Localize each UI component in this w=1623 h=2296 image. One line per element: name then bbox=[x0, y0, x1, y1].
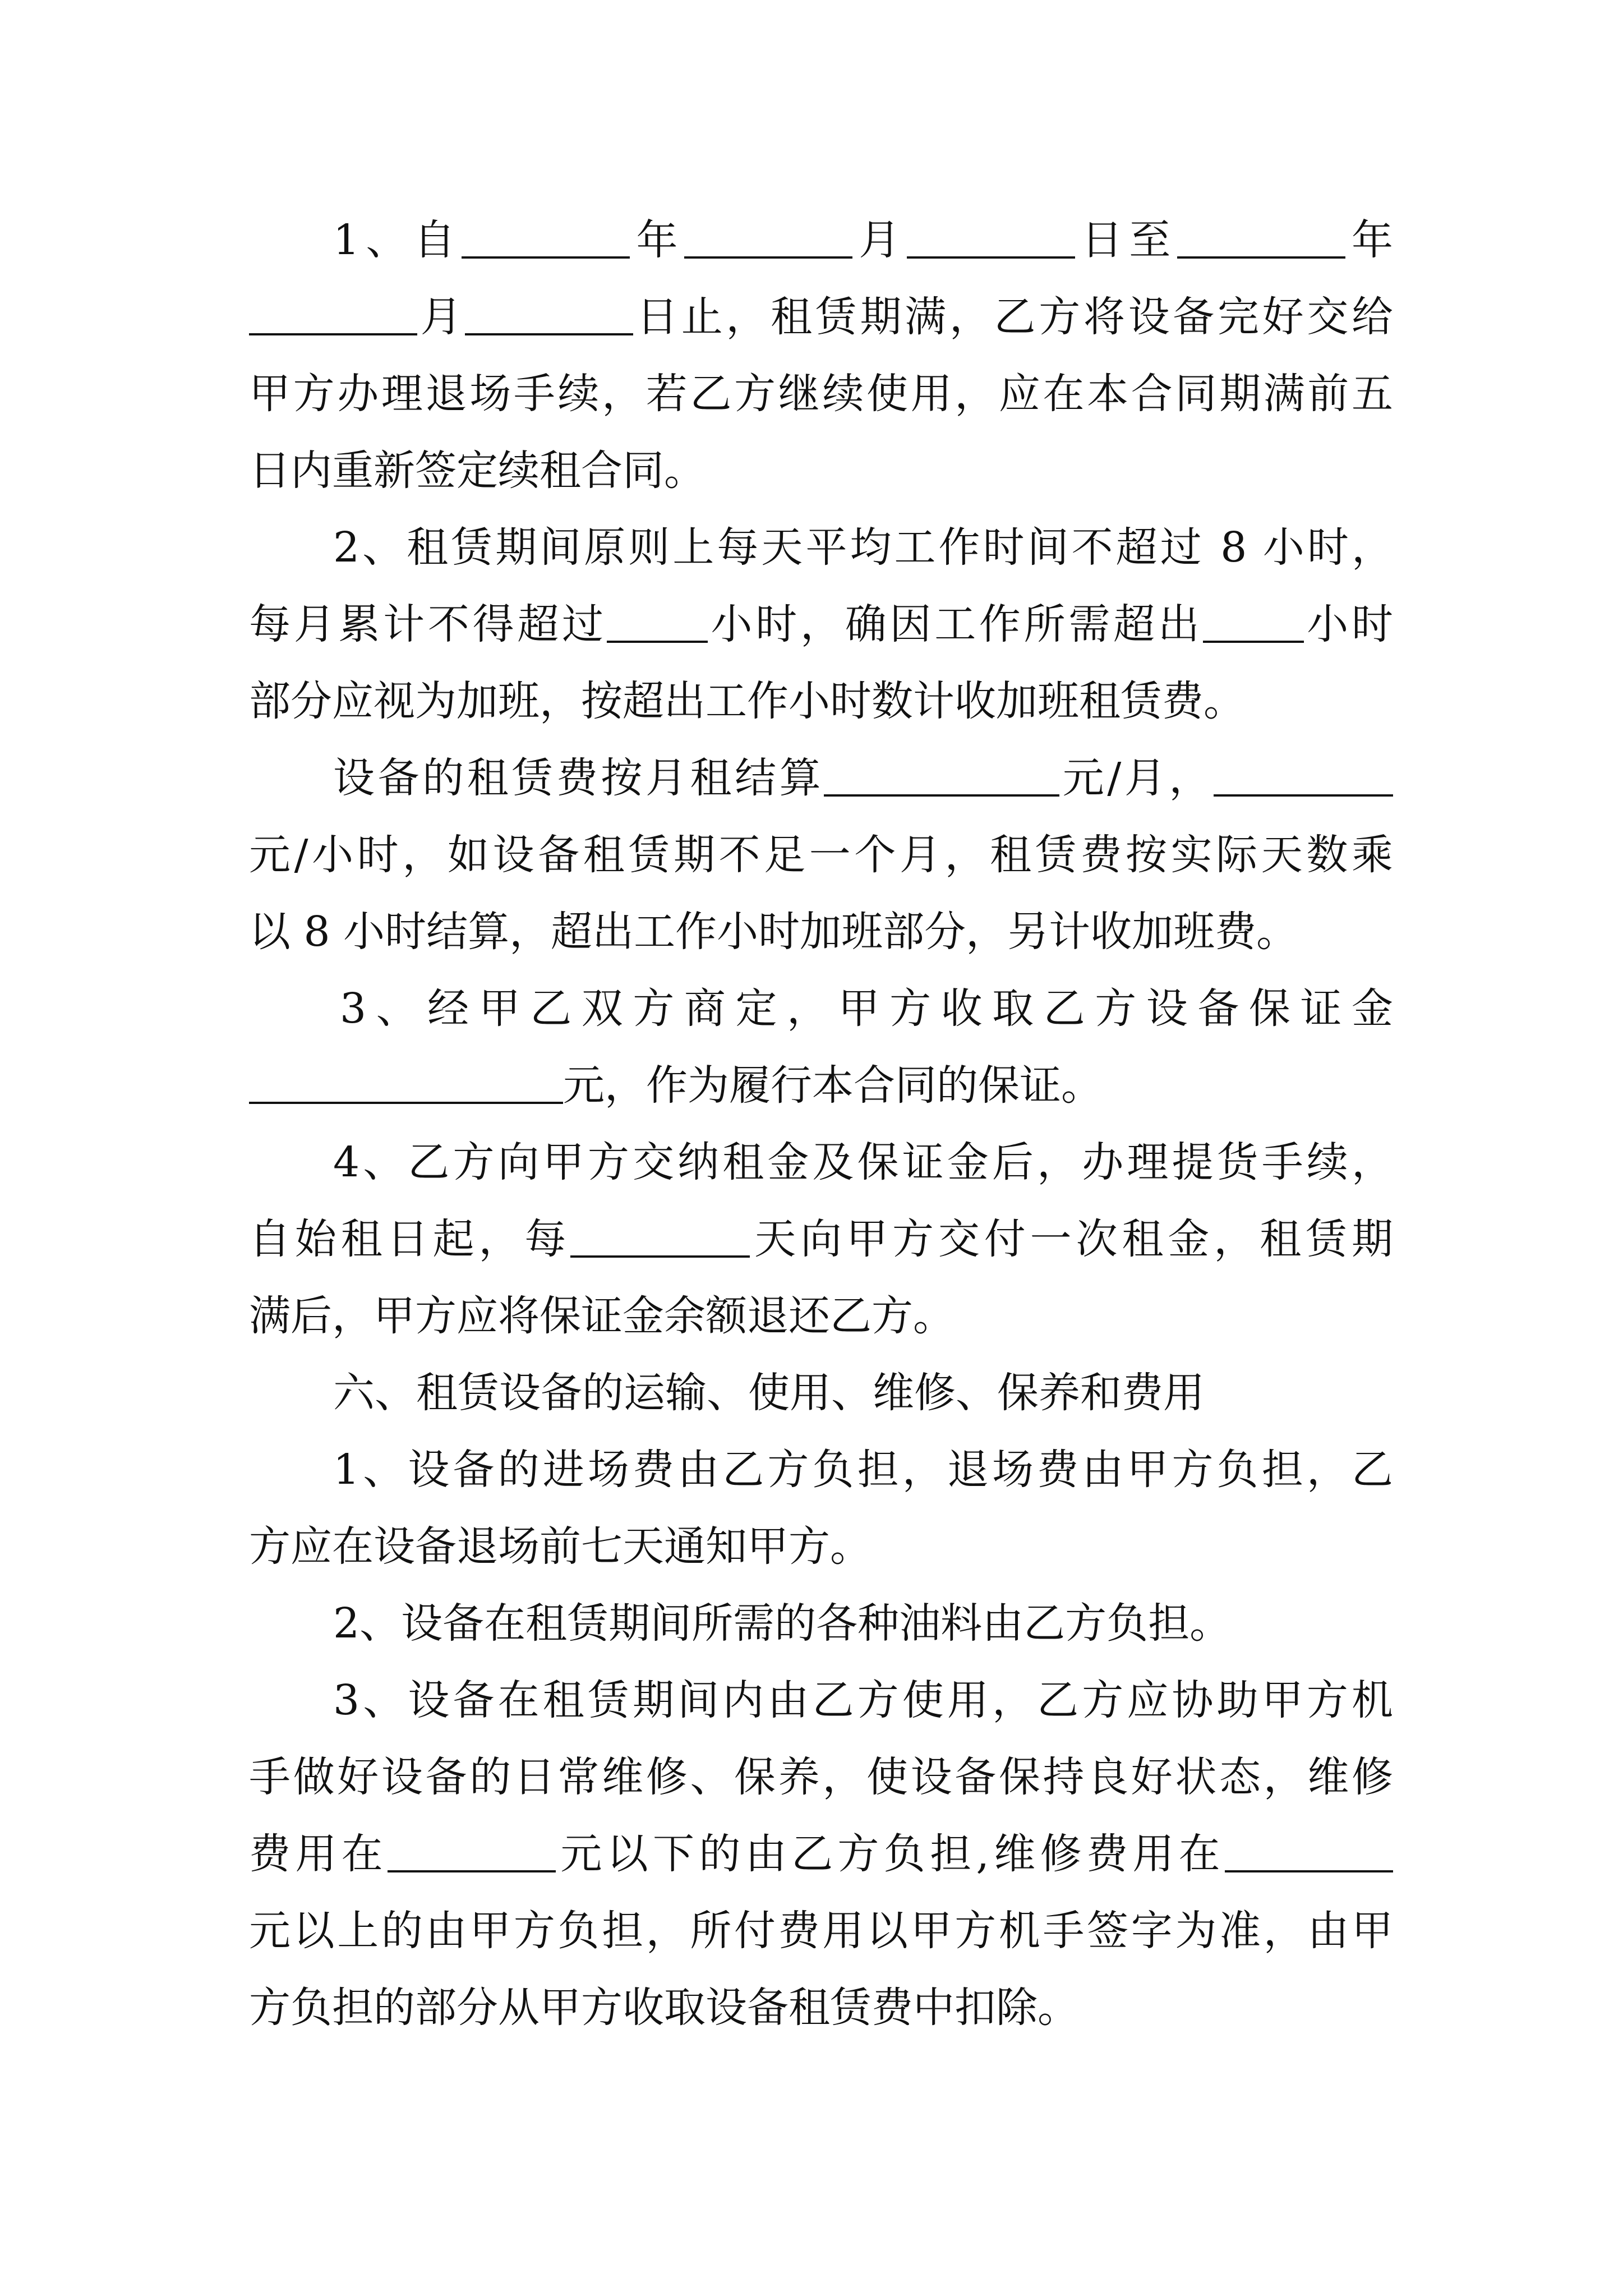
text: 日止，租赁期满，乙方将设备完好交给 bbox=[633, 293, 1394, 341]
paragraph-9-line-5: 方负担的部分从甲方收取设备租赁费中扣除。 bbox=[249, 1984, 1079, 2032]
paragraph-4-line-2 bbox=[249, 1047, 1393, 1124]
paragraph-9-line-3 bbox=[249, 1816, 1393, 1893]
text: 小时，确因工作所需超出 bbox=[707, 600, 1203, 648]
paragraph-9-line-4: 元以上的由甲方负担，所付费用以甲方机手签字为准，由甲 bbox=[249, 1907, 1393, 1955]
blank-field[interactable] bbox=[249, 1067, 563, 1104]
section-heading: 六、租赁设备的运输、使用、维修、保养和费用 bbox=[333, 1369, 1205, 1417]
paragraph-3-line-2: 元/小时，如设备租赁期不足一个月，租赁费按实际天数乘 bbox=[249, 831, 1393, 879]
paragraph-7-line-1: 1、设备的进场费由乙方负担，退场费由甲方负担，乙 bbox=[333, 1446, 1393, 1494]
paragraph-7-line-2: 方应在设备退场前七天通知甲方。 bbox=[249, 1522, 872, 1571]
blank-field[interactable] bbox=[1203, 606, 1304, 643]
blank-field[interactable] bbox=[607, 606, 708, 643]
text: 每月累计不得超过 bbox=[249, 600, 607, 648]
blank-field[interactable] bbox=[1225, 1835, 1393, 1872]
blank-field[interactable] bbox=[684, 222, 852, 259]
text: 元，作为履行本合同的保证。 bbox=[563, 1061, 1103, 1110]
paragraph-1-line-1 bbox=[249, 202, 1393, 279]
blank-field[interactable] bbox=[824, 760, 1059, 797]
paragraph-2-line-1: 2、租赁期间原则上每天平均工作时间不超过 8 小时， bbox=[333, 523, 1393, 572]
paragraph-5-line-3: 满后，甲方应将保证金余额退还乙方。 bbox=[249, 1292, 955, 1340]
text: 1、自 bbox=[333, 216, 462, 264]
paragraph-4-line-1: 3、经甲乙双方商定，甲方收取乙方设备保证金 bbox=[340, 984, 1393, 1033]
text: 月 bbox=[852, 216, 907, 264]
blank-field[interactable] bbox=[1177, 222, 1345, 259]
text: 小时 bbox=[1303, 600, 1394, 648]
blank-field[interactable] bbox=[249, 298, 417, 335]
text: 年 bbox=[630, 216, 684, 264]
paragraph-3-line-1 bbox=[249, 740, 1393, 817]
paragraph-1-line-2 bbox=[249, 279, 1393, 356]
text: 元/月， bbox=[1059, 754, 1214, 802]
paragraph-5-line-1: 4、乙方向甲方交纳租金及保证金后，办理提货手续， bbox=[333, 1138, 1393, 1186]
paragraph-9-line-2: 手做好设备的日常维修、保养，使设备保持良好状态，维修 bbox=[249, 1753, 1393, 1801]
blank-field[interactable] bbox=[462, 222, 630, 259]
paragraph-1-line-4: 日内重新签定续租合同。 bbox=[249, 447, 706, 495]
text: 元以下的由乙方负担,维修费用在 bbox=[556, 1830, 1225, 1878]
blank-field[interactable] bbox=[388, 1835, 556, 1872]
paragraph-2-line-3: 部分应视为加班，按超出工作小时数计收加班租赁费。 bbox=[249, 677, 1245, 725]
paragraph-5-line-2 bbox=[249, 1201, 1393, 1278]
text: 日至 bbox=[1075, 216, 1177, 264]
blank-field[interactable] bbox=[907, 222, 1075, 259]
blank-field[interactable] bbox=[1214, 760, 1393, 797]
text: 设备的租赁费按月租结算 bbox=[333, 754, 824, 802]
text: 天向甲方交付一次租金，租赁期 bbox=[750, 1215, 1394, 1263]
paragraph-3-line-3: 以 8 小时结算，超出工作小时加班部分，另计收加班费。 bbox=[249, 908, 1298, 956]
paragraph-8-line-1: 2、设备在租赁期间所需的各种油料由乙方负担。 bbox=[333, 1599, 1232, 1648]
blank-field[interactable] bbox=[465, 298, 633, 335]
text: 自始租日起，每 bbox=[249, 1215, 571, 1263]
paragraph-2-line-2 bbox=[249, 586, 1393, 663]
text: 年 bbox=[1345, 216, 1394, 264]
paragraph-9-line-1: 3、设备在租赁期间内由乙方使用，乙方应协助甲方机 bbox=[333, 1676, 1393, 1724]
blank-field[interactable] bbox=[570, 1221, 750, 1258]
text: 月 bbox=[417, 293, 465, 341]
paragraph-1-line-3: 甲方办理退场手续，若乙方继续使用，应在本合同期满前五 bbox=[249, 370, 1393, 418]
text: 费用在 bbox=[249, 1830, 388, 1878]
contract-page bbox=[249, 202, 1393, 2046]
